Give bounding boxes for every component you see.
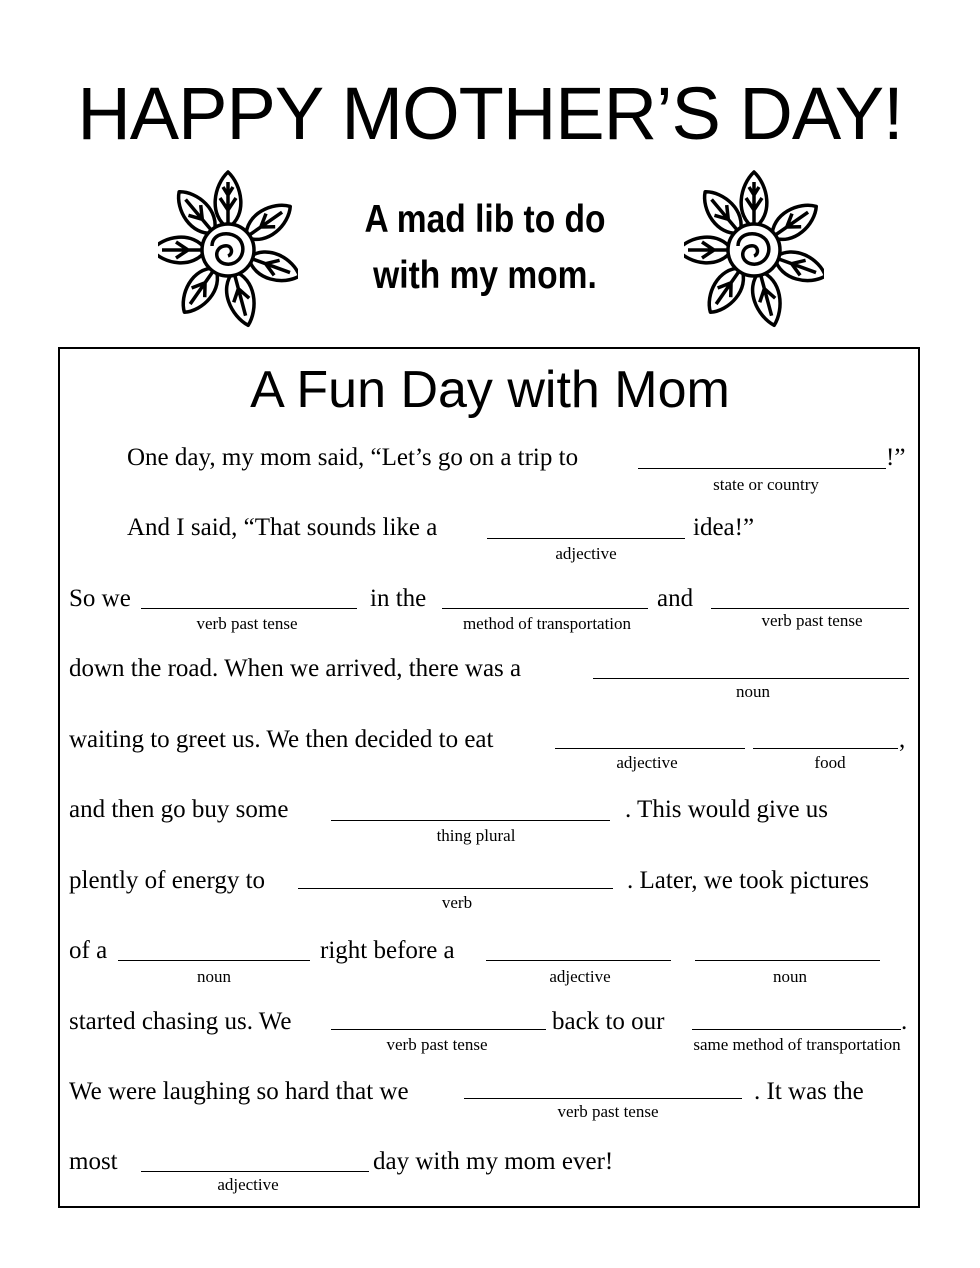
- flower-left-icon: [158, 170, 298, 330]
- line-5-text: waiting to greet us. We then decided to eat: [69, 726, 494, 753]
- blank-verb-past-tense-2[interactable]: [711, 608, 909, 609]
- line-3-mid-1: in the: [370, 585, 427, 612]
- label-method-of-transportation: method of transportation: [462, 614, 632, 633]
- label-thing-plural: thing plural: [436, 826, 516, 845]
- flower-right-graphic: [684, 170, 824, 330]
- label-adjective-3: adjective: [549, 967, 611, 986]
- line-9-text: started chasing us. We: [69, 1008, 292, 1035]
- line-9-mid: back to our: [552, 1008, 665, 1035]
- page-title: HAPPY MOTHER’S DAY!: [77, 72, 903, 155]
- blank-food[interactable]: [753, 748, 898, 749]
- line-7-end: . Later, we took pictures: [627, 867, 869, 894]
- blank-verb-past-tense-1[interactable]: [141, 608, 357, 609]
- label-food: food: [814, 753, 846, 772]
- blank-noun-3[interactable]: [695, 960, 880, 961]
- line-8-text: of a: [69, 937, 108, 964]
- label-adjective-1: adjective: [555, 544, 617, 563]
- line-8-mid: right before a: [320, 937, 455, 964]
- label-verb: verb: [441, 893, 473, 912]
- line-2-end: idea!”: [693, 514, 755, 541]
- subtitle-line-2: with my mom.: [373, 254, 597, 297]
- blank-state-or-country[interactable]: [638, 468, 886, 469]
- line-7-text: plently of energy to: [69, 867, 266, 894]
- flower-right-icon: [684, 170, 824, 330]
- line-2-text: And I said, “That sounds like a: [127, 514, 438, 541]
- label-verb-past-tense-2: verb past tense: [761, 611, 863, 630]
- label-state-or-country: state or country: [713, 475, 819, 494]
- label-same-method-of-transportation: same method of transportation: [693, 1035, 901, 1054]
- flower-left-graphic: [158, 170, 298, 330]
- line-6-text: and then go buy some: [69, 796, 289, 823]
- blank-adjective-3[interactable]: [486, 960, 671, 961]
- label-verb-past-tense-1: verb past tense: [196, 614, 298, 633]
- line-4-text: down the road. When we arrived, there was a: [69, 655, 522, 682]
- blank-adjective-1[interactable]: [487, 538, 685, 539]
- label-adjective-2: adjective: [616, 753, 678, 772]
- line-3-text: So we: [69, 585, 131, 612]
- blank-verb-past-tense-3[interactable]: [331, 1029, 546, 1030]
- line-3-mid-2: and: [657, 585, 694, 612]
- label-noun-2: noun: [197, 967, 231, 986]
- blank-verb[interactable]: [298, 888, 613, 889]
- story-title: A Fun Day with Mom: [250, 361, 730, 419]
- label-verb-past-tense-3: verb past tense: [386, 1035, 488, 1054]
- line-10-end: . It was the: [754, 1078, 864, 1105]
- line-5-end: ,: [899, 726, 906, 753]
- line-9-end: .: [901, 1008, 908, 1035]
- label-verb-past-tense-4: verb past tense: [557, 1102, 659, 1121]
- subtitle: [343, 192, 627, 304]
- blank-adjective-4[interactable]: [141, 1171, 369, 1172]
- blank-same-method-of-transportation[interactable]: [692, 1029, 901, 1030]
- line-11-text: most: [69, 1148, 118, 1175]
- line-1-end: !”: [886, 444, 906, 471]
- blank-adjective-2[interactable]: [555, 748, 745, 749]
- subtitle-line-1: A mad lib to do: [364, 198, 606, 241]
- line-6-end: . This would give us: [625, 796, 829, 823]
- blank-noun-2[interactable]: [118, 960, 310, 961]
- line-1-text: One day, my mom said, “Let’s go on a trip to: [127, 444, 579, 471]
- label-noun-3: noun: [773, 967, 807, 986]
- blank-noun-1[interactable]: [593, 678, 909, 679]
- blank-method-of-transportation[interactable]: [442, 608, 648, 609]
- label-noun-1: noun: [736, 682, 770, 701]
- blank-verb-past-tense-4[interactable]: [464, 1098, 742, 1099]
- blank-thing-plural[interactable]: [331, 820, 610, 821]
- label-adjective-4: adjective: [217, 1175, 279, 1194]
- line-11-end: day with my mom ever!: [373, 1148, 614, 1175]
- line-10-text: We were laughing so hard that we: [69, 1078, 409, 1105]
